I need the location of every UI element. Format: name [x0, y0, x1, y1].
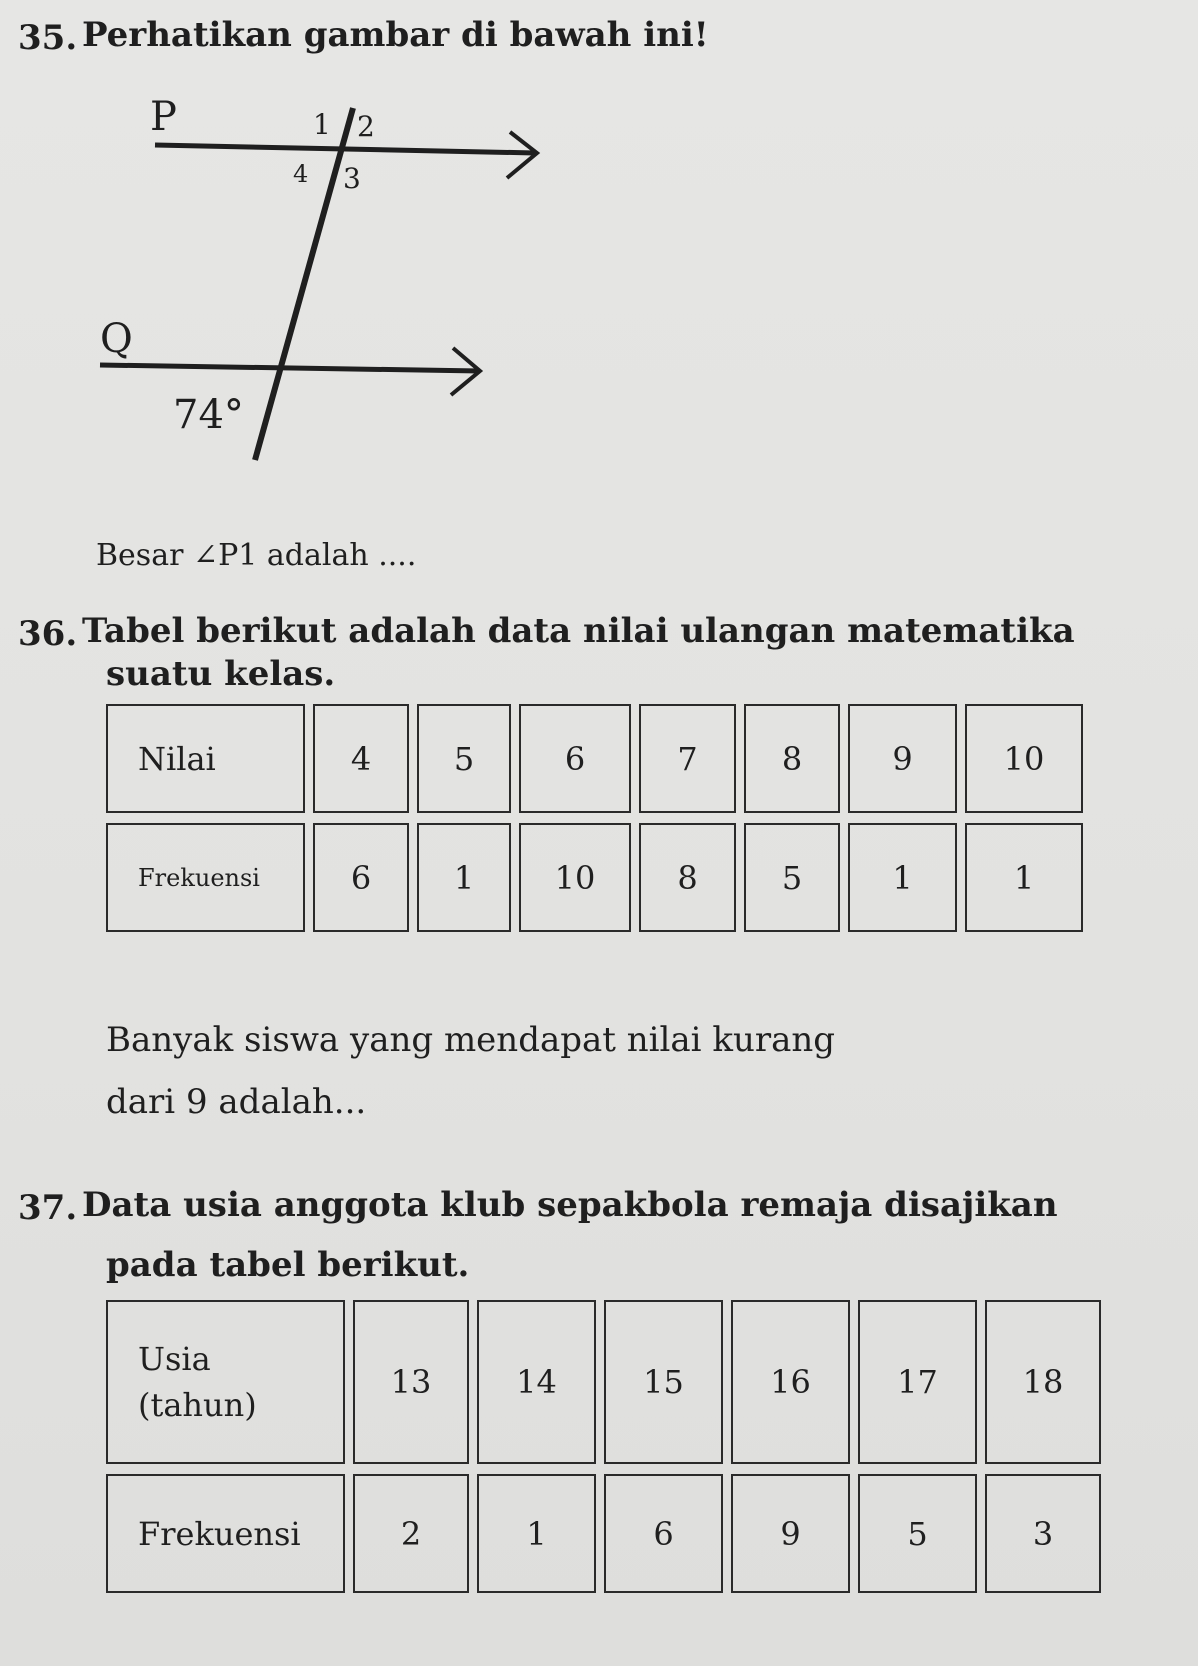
q36-number: 36.	[18, 614, 78, 654]
q37-frequency-row	[106, 1474, 1101, 1593]
q37-frequency-cell: 3	[985, 1474, 1101, 1593]
line-q	[100, 365, 480, 371]
angle-label-2: 2	[357, 110, 375, 143]
q37-number: 37.	[18, 1188, 78, 1228]
q37-frequency-cell: 6	[604, 1474, 723, 1593]
q37-age-table	[98, 1290, 1109, 1603]
parallel-lines-figure	[95, 90, 615, 510]
q36-frequency-cell: 5	[744, 823, 840, 932]
q37-age-cell: 14	[477, 1300, 596, 1464]
line-p-label: P	[150, 94, 177, 140]
given-angle-label: 74°	[173, 392, 244, 438]
q36-frequency-cell: 8	[639, 823, 736, 932]
q37-prompt-line2: pada tabel berikut.	[106, 1245, 470, 1285]
q37-frequency-cell: 9	[731, 1474, 850, 1593]
q37-age-cell: 16	[731, 1300, 850, 1464]
q35-number: 35.	[18, 18, 78, 58]
q36-question-line1: Banyak siswa yang mendapat nilai kurang	[106, 1020, 836, 1060]
angle-label-4: 4	[293, 160, 309, 188]
q36-value-cell: 9	[848, 704, 957, 813]
angle-label-3: 3	[343, 162, 361, 195]
q37-prompt-line1: Data usia anggota klub sepakbola remaja disajikan	[82, 1185, 1058, 1225]
q36-frequency-cell: 1	[848, 823, 957, 932]
q37-age-row	[106, 1300, 1101, 1464]
q37-frequency-cell: 5	[858, 1474, 977, 1593]
q36-grade-table	[98, 694, 1091, 942]
q36-value-cell: 5	[417, 704, 511, 813]
q36-value-cell: 10	[965, 704, 1083, 813]
q36-frequency-cell: 10	[519, 823, 631, 932]
q35-question: Besar ∠P1 adalah ....	[96, 538, 417, 573]
q37-frequency-cell: 1	[477, 1474, 596, 1593]
q37-frequency-header: Frekuensi	[106, 1474, 345, 1593]
q36-question-line2: dari 9 adalah...	[106, 1082, 367, 1122]
q36-value-cell: 7	[639, 704, 736, 813]
q36-value-cell: 4	[313, 704, 409, 813]
q36-value-cell: 6	[519, 704, 631, 813]
q37-age-header	[106, 1300, 345, 1464]
q36-value-row	[106, 704, 1083, 813]
q37-age-cell: 18	[985, 1300, 1101, 1464]
line-q-label: Q	[100, 316, 133, 362]
q36-prompt-line1: Tabel berikut adalah data nilai ulangan matematika	[82, 611, 1075, 651]
q37-frequency-cell: 2	[353, 1474, 469, 1593]
q36-value-cell: 8	[744, 704, 840, 813]
q36-frequency-cell: 6	[313, 823, 409, 932]
q36-frequency-cell: 1	[965, 823, 1083, 932]
q36-prompt-line2: suatu kelas.	[106, 654, 336, 694]
q37-age-header-line2: (tahun)	[138, 1386, 257, 1424]
q37-age-header-line1: Usia	[138, 1339, 211, 1378]
q36-frequency-header: Frekuensi	[106, 823, 305, 932]
q36-frequency-row	[106, 823, 1083, 932]
q36-value-header: Nilai	[106, 704, 305, 813]
q35-prompt: Perhatikan gambar di bawah ini!	[82, 15, 709, 55]
q37-age-cell: 15	[604, 1300, 723, 1464]
q36-frequency-cell: 1	[417, 823, 511, 932]
q37-age-cell: 13	[353, 1300, 469, 1464]
angle-label-1: 1	[313, 108, 331, 141]
q37-age-cell: 17	[858, 1300, 977, 1464]
parallel-lines-svg	[95, 90, 615, 510]
